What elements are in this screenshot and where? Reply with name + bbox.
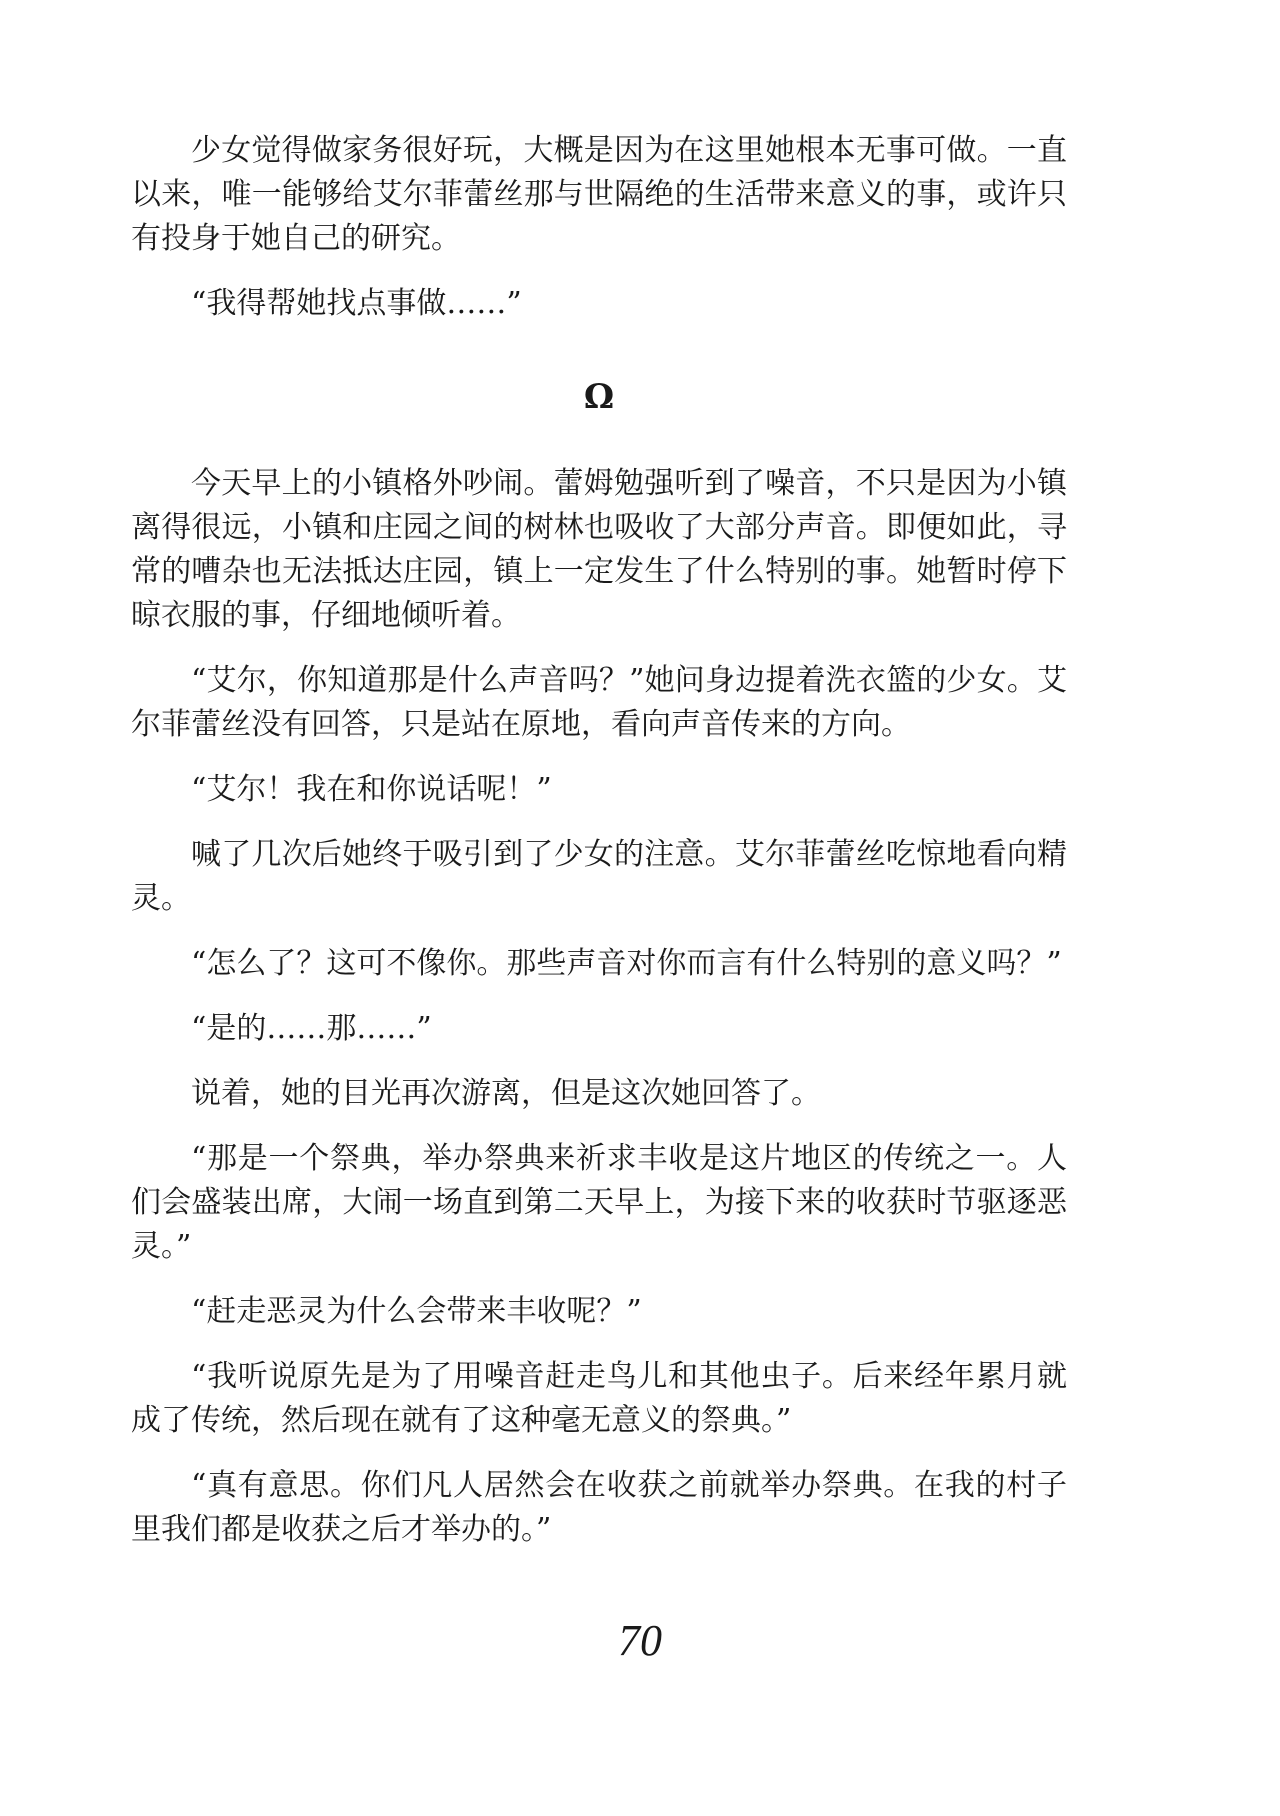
- paragraph: 说着，她的目光再次游离，但是这次她回答了。: [191, 1076, 821, 1111]
- paragraph: “怎么了？这可不像你。那些声音对你而言有什么特别的意义吗？”: [191, 946, 1062, 981]
- paragraph: “艾尔，你知道那是什么声音吗？”她问身边提着洗衣篮的少女。艾尔菲蕾丝没有回答，只是站在原地，看向声音传来的方向。: [131, 663, 1067, 742]
- paragraph: “艾尔！我在和你说话呢！”: [191, 772, 552, 807]
- paragraph: 喊了几次后她终于吸引到了少女的注意。艾尔菲蕾丝吃惊地看向精灵。: [131, 837, 1067, 916]
- page-body: [131, 129, 1067, 1573]
- paragraph: 少女觉得做家务很好玩，大概是因为在这里她根本无事可做。一直以来，唯一能够给艾尔菲蕾丝那与世隔绝的生活带来意义的事，或许只有投身于她自己的研究。: [131, 133, 1067, 256]
- paragraph: “那是一个祭典，举办祭典来祈求丰收是这片地区的传统之一。人们会盛装出席，大闹一场直到第二天早上，为接下来的收获时节驱逐恶灵。”: [131, 1141, 1067, 1264]
- paragraph: “我听说原先是为了用噪音赶走鸟儿和其他虫子。后来经年累月就成了传统，然后现在就有了这种毫无意义的祭典。”: [131, 1359, 1067, 1438]
- section-break-omega: Ω: [583, 377, 615, 417]
- paragraph: “是的……那……”: [191, 1011, 432, 1046]
- paragraph: “我得帮她找点事做……”: [191, 286, 522, 321]
- paragraph: “赶走恶灵为什么会带来丰收呢？”: [191, 1294, 642, 1329]
- page-number: 70: [618, 1616, 662, 1665]
- paragraph: 今天早上的小镇格外吵闹。蕾姆勉强听到了噪音，不只是因为小镇离得很远，小镇和庄园之间的树林也吸收了大部分声音。即便如此，寻常的嘈杂也无法抵达庄园，镇上一定发生了什么特别的事。她暂时停下晾衣服的事，仔细地倾听着。: [131, 466, 1067, 633]
- paragraph: “真有意思。你们凡人居然会在收获之前就举办祭典。在我的村子里我们都是收获之后才举办的。”: [131, 1468, 1067, 1547]
